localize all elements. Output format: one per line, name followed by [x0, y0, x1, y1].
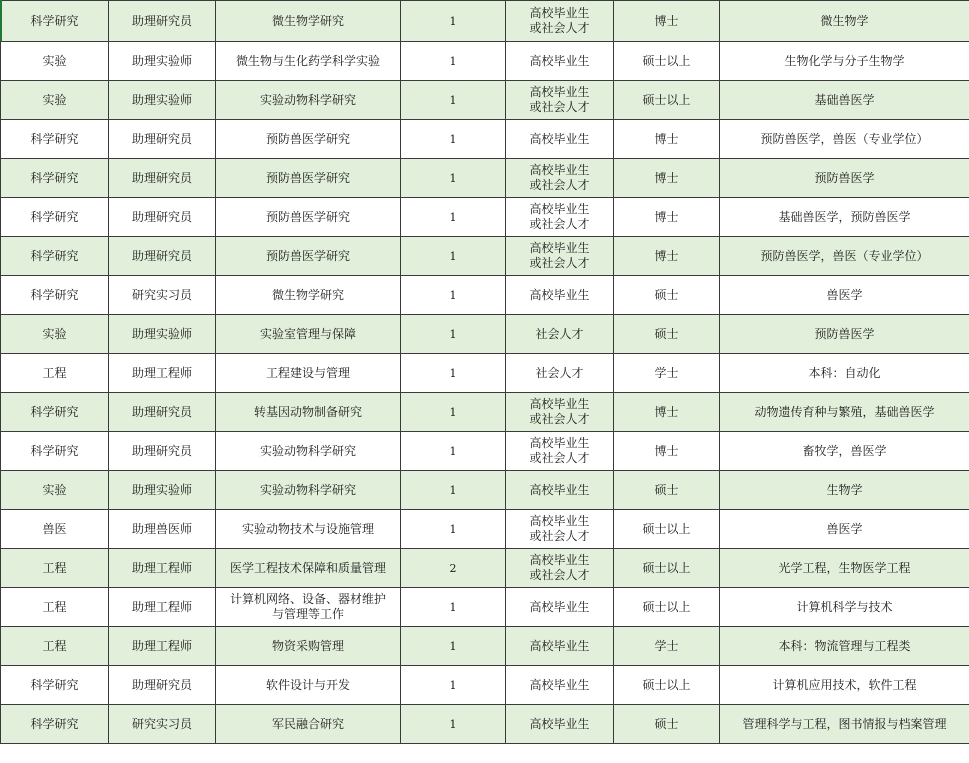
table-body [1, 1, 969, 744]
cell-major[interactable]: 畜牧学，兽医学 [720, 432, 969, 471]
cell-post-lines [266, 210, 350, 225]
cell-source[interactable] [506, 393, 614, 432]
cell-major[interactable]: 基础兽医学 [720, 81, 969, 120]
table-row [1, 120, 969, 159]
table-row [1, 705, 969, 744]
cell-source-lines [529, 483, 589, 498]
cell-title[interactable]: 助理工程师 [109, 588, 216, 627]
cell-post-line: 计算机网络、设备、器材维护 [229, 592, 386, 606]
cell-category[interactable]: 科学研究 [1, 276, 109, 315]
cell-source-line: 高校毕业生 [529, 677, 590, 692]
cell-source-line: 或社会人才 [529, 217, 590, 231]
cell-source-lines [529, 553, 589, 583]
cell-count[interactable]: 1 [401, 666, 506, 705]
cell-source[interactable] [506, 432, 614, 471]
cell-post-lines [266, 171, 350, 186]
cell-title[interactable]: 助理研究员 [109, 666, 216, 705]
cell-post-line: 实验动物科学研究 [259, 443, 356, 458]
cell-category[interactable]: 科学研究 [1, 237, 109, 276]
cell-title[interactable]: 助理研究员 [109, 120, 216, 159]
cell-category[interactable]: 工程 [1, 588, 109, 627]
table-row [1, 1, 969, 42]
cell-source-line: 或社会人才 [529, 568, 590, 582]
cell-post[interactable] [216, 705, 401, 744]
cell-major[interactable]: 动物遗传育种与繁殖，基础兽医学 [720, 393, 969, 432]
cell-post-lines [266, 366, 350, 381]
cell-source-line: 高校毕业生 [529, 716, 590, 731]
cell-degree[interactable]: 博士 [614, 198, 720, 237]
cell-post-line: 实验室管理与保障 [259, 326, 356, 341]
cell-degree[interactable]: 硕士以上 [614, 549, 720, 588]
cell-major[interactable]: 计算机应用技术，软件工程 [720, 666, 969, 705]
cell-source[interactable] [506, 276, 614, 315]
cell-category[interactable]: 实验 [1, 471, 109, 510]
cell-degree[interactable]: 博士 [614, 1, 720, 42]
cell-count[interactable]: 1 [401, 354, 506, 393]
cell-count[interactable]: 1 [401, 42, 506, 81]
cell-source-lines [529, 514, 589, 544]
cell-source[interactable] [506, 315, 614, 354]
cell-source-line: 高校毕业生 [529, 514, 590, 528]
cell-post[interactable] [216, 627, 401, 666]
cell-post[interactable] [216, 666, 401, 705]
cell-source[interactable] [506, 1, 614, 42]
cell-count[interactable]: 1 [401, 315, 506, 354]
cell-count[interactable]: 1 [401, 159, 506, 198]
selected-cell-marker [0, 0, 2, 41]
cell-count[interactable]: 1 [401, 81, 506, 120]
cell-post-lines [260, 327, 356, 342]
cell-count[interactable]: 1 [401, 705, 506, 744]
cell-source-lines [529, 678, 589, 693]
cell-post-line: 预防兽医学研究 [265, 209, 350, 224]
table-row [1, 393, 969, 432]
cell-source-lines [529, 717, 589, 732]
cell-source-line: 或社会人才 [529, 451, 590, 465]
cell-source[interactable] [506, 120, 614, 159]
table-row [1, 549, 969, 588]
cell-title[interactable]: 助理实验师 [109, 42, 216, 81]
cell-source-lines [529, 397, 589, 427]
cell-degree[interactable]: 硕士 [614, 276, 720, 315]
cell-source-lines [529, 6, 589, 36]
table-row [1, 471, 969, 510]
cell-major[interactable]: 本科：自动化 [720, 354, 969, 393]
cell-category[interactable]: 科学研究 [1, 120, 109, 159]
cell-source-line: 社会人才 [535, 365, 584, 380]
cell-source-line: 或社会人才 [529, 529, 590, 543]
cell-degree[interactable]: 学士 [614, 354, 720, 393]
cell-post-line: 微生物与生化药学科学实验 [235, 53, 380, 68]
cell-source[interactable] [506, 198, 614, 237]
cell-source-line: 高校毕业生 [529, 553, 590, 567]
cell-major[interactable]: 微生物学 [720, 1, 969, 42]
table-row [1, 588, 969, 627]
cell-post-line: 预防兽医学研究 [265, 131, 350, 146]
cell-title[interactable]: 助理研究员 [109, 159, 216, 198]
table-row [1, 432, 969, 471]
cell-category[interactable]: 科学研究 [1, 1, 109, 42]
cell-source-line: 高校毕业生 [529, 287, 590, 302]
cell-title[interactable]: 助理研究员 [109, 432, 216, 471]
cell-degree[interactable]: 博士 [614, 237, 720, 276]
cell-post[interactable] [216, 432, 401, 471]
cell-degree[interactable]: 硕士以上 [614, 81, 720, 120]
cell-title[interactable]: 助理工程师 [109, 549, 216, 588]
cell-category[interactable]: 工程 [1, 627, 109, 666]
table-row [1, 237, 969, 276]
cell-count[interactable]: 1 [401, 276, 506, 315]
cell-post-lines [260, 444, 356, 459]
cell-degree[interactable]: 博士 [614, 393, 720, 432]
cell-category[interactable]: 科学研究 [1, 198, 109, 237]
cell-major[interactable]: 兽医学 [720, 276, 969, 315]
cell-source[interactable] [506, 510, 614, 549]
cell-category[interactable]: 科学研究 [1, 393, 109, 432]
cell-post-line: 实验动物科学研究 [259, 482, 356, 497]
cell-post[interactable] [216, 471, 401, 510]
cell-post-line: 微生物学研究 [271, 13, 344, 28]
cell-post-line: 软件设计与开发 [265, 677, 350, 692]
cell-source-lines [529, 639, 589, 654]
cell-post[interactable] [216, 42, 401, 81]
cell-post-line: 微生物学研究 [271, 287, 344, 302]
cell-post[interactable] [216, 588, 401, 627]
cell-major[interactable]: 生物学 [720, 471, 969, 510]
cell-count[interactable]: 1 [401, 588, 506, 627]
cell-major[interactable]: 预防兽医学，兽医（专业学位） [720, 237, 969, 276]
cell-post[interactable] [216, 354, 401, 393]
cell-count[interactable]: 2 [401, 549, 506, 588]
cell-source-lines [529, 132, 589, 147]
cell-source[interactable] [506, 588, 614, 627]
cell-source-line: 或社会人才 [529, 21, 590, 35]
cell-count[interactable]: 1 [401, 1, 506, 42]
cell-degree[interactable]: 硕士以上 [614, 666, 720, 705]
cell-post[interactable] [216, 81, 401, 120]
cell-count[interactable]: 1 [401, 120, 506, 159]
cell-category[interactable]: 实验 [1, 81, 109, 120]
cell-category[interactable]: 科学研究 [1, 666, 109, 705]
cell-count[interactable]: 1 [401, 471, 506, 510]
cell-post[interactable] [216, 1, 401, 42]
cell-source-lines [529, 241, 589, 271]
cell-title[interactable]: 研究实习员 [109, 705, 216, 744]
cell-post-lines [260, 93, 356, 108]
cell-source-line: 或社会人才 [529, 412, 590, 426]
cell-source-line: 高校毕业生 [529, 436, 590, 450]
cell-source-lines [529, 202, 589, 232]
cell-title[interactable]: 助理研究员 [109, 1, 216, 42]
cell-post[interactable] [216, 237, 401, 276]
cell-source-lines [529, 436, 589, 466]
cell-post-lines [266, 132, 350, 147]
cell-source[interactable] [506, 627, 614, 666]
cell-source-line: 或社会人才 [529, 256, 590, 270]
cell-title[interactable]: 助理兽医师 [109, 510, 216, 549]
cell-source-line: 高校毕业生 [529, 202, 590, 216]
cell-source-line: 社会人才 [535, 326, 584, 341]
cell-source-lines [535, 366, 583, 381]
cell-degree[interactable]: 硕士 [614, 705, 720, 744]
cell-source-line: 高校毕业生 [529, 131, 590, 146]
cell-source-lines [529, 288, 589, 303]
cell-source-line: 高校毕业生 [529, 53, 590, 68]
cell-post-line: 实验动物技术与设施管理 [241, 521, 374, 536]
cell-source[interactable] [506, 42, 614, 81]
cell-post-line: 预防兽医学研究 [265, 170, 350, 185]
cell-category[interactable]: 实验 [1, 42, 109, 81]
cell-post-line: 医学工程技术保障和质量管理 [229, 560, 386, 575]
cell-post-line: 与管理等工作 [271, 607, 344, 621]
cell-source-lines [529, 163, 589, 193]
table-row [1, 354, 969, 393]
cell-post-lines [260, 483, 356, 498]
table-row [1, 666, 969, 705]
cell-major[interactable]: 管理科学与工程，图书情报与档案管理 [720, 705, 969, 744]
cell-degree[interactable]: 硕士 [614, 315, 720, 354]
cell-category[interactable]: 工程 [1, 354, 109, 393]
cell-count[interactable]: 1 [401, 393, 506, 432]
cell-source-line: 高校毕业生 [529, 397, 590, 411]
cell-title[interactable]: 研究实习员 [109, 276, 216, 315]
cell-count[interactable]: 1 [401, 237, 506, 276]
cell-post-lines [266, 678, 350, 693]
table-row [1, 81, 969, 120]
cell-count[interactable]: 1 [401, 432, 506, 471]
cell-post-lines [272, 639, 344, 654]
cell-source[interactable] [506, 666, 614, 705]
cell-post-lines [272, 717, 344, 732]
cell-source-line: 或社会人才 [529, 100, 590, 114]
cell-post-lines [242, 522, 374, 537]
cell-post-line: 工程建设与管理 [265, 365, 350, 380]
cell-source[interactable] [506, 237, 614, 276]
cell-source-line: 高校毕业生 [529, 163, 590, 177]
cell-degree[interactable]: 硕士以上 [614, 42, 720, 81]
cell-post-lines [236, 54, 380, 69]
cell-degree[interactable]: 硕士以上 [614, 588, 720, 627]
cell-major[interactable]: 基础兽医学，预防兽医学 [720, 198, 969, 237]
cell-source[interactable] [506, 354, 614, 393]
cell-post-line: 军民融合研究 [271, 716, 344, 731]
cell-post[interactable] [216, 510, 401, 549]
cell-count[interactable]: 1 [401, 198, 506, 237]
cell-source-line: 高校毕业生 [529, 6, 590, 20]
cell-source[interactable] [506, 81, 614, 120]
cell-title[interactable]: 助理研究员 [109, 393, 216, 432]
cell-source-lines [529, 600, 589, 615]
cell-count[interactable]: 1 [401, 627, 506, 666]
cell-degree[interactable]: 博士 [614, 159, 720, 198]
cell-post-lines [254, 405, 362, 420]
cell-degree[interactable]: 学士 [614, 627, 720, 666]
cell-degree[interactable]: 硕士 [614, 471, 720, 510]
cell-source-lines [529, 54, 589, 69]
cell-title[interactable]: 助理实验师 [109, 81, 216, 120]
cell-post[interactable] [216, 276, 401, 315]
table-row [1, 510, 969, 549]
cell-category[interactable]: 科学研究 [1, 432, 109, 471]
table-row [1, 159, 969, 198]
cell-title[interactable]: 助理工程师 [109, 354, 216, 393]
cell-major[interactable]: 计算机科学与技术 [720, 588, 969, 627]
cell-count[interactable]: 1 [401, 510, 506, 549]
cell-source[interactable] [506, 471, 614, 510]
cell-title[interactable]: 助理研究员 [109, 198, 216, 237]
cell-source-line: 或社会人才 [529, 178, 590, 192]
cell-post[interactable] [216, 315, 401, 354]
cell-post[interactable] [216, 549, 401, 588]
cell-major[interactable]: 预防兽医学 [720, 159, 969, 198]
cell-post-lines [230, 592, 386, 622]
cell-post-line: 实验动物科学研究 [259, 92, 356, 107]
cell-major[interactable]: 本科：物流管理与工程类 [720, 627, 969, 666]
cell-source-line: 高校毕业生 [529, 482, 590, 497]
cell-source-line: 高校毕业生 [529, 638, 590, 653]
cell-source[interactable] [506, 159, 614, 198]
cell-source-lines [529, 85, 589, 115]
cell-degree[interactable]: 硕士以上 [614, 510, 720, 549]
cell-category[interactable]: 科学研究 [1, 159, 109, 198]
table-row [1, 315, 969, 354]
cell-post[interactable] [216, 120, 401, 159]
cell-major[interactable]: 兽医学 [720, 510, 969, 549]
table-row [1, 198, 969, 237]
cell-title[interactable]: 助理工程师 [109, 627, 216, 666]
table-row [1, 276, 969, 315]
cell-post[interactable] [216, 198, 401, 237]
cell-post-lines [266, 249, 350, 264]
cell-degree[interactable]: 博士 [614, 120, 720, 159]
cell-post[interactable] [216, 393, 401, 432]
cell-post-lines [272, 14, 344, 29]
cell-major[interactable]: 光学工程，生物医学工程 [720, 549, 969, 588]
cell-category[interactable]: 工程 [1, 549, 109, 588]
table-row [1, 42, 969, 81]
cell-major[interactable]: 生物化学与分子生物学 [720, 42, 969, 81]
cell-post-lines [272, 288, 344, 303]
cell-post[interactable] [216, 159, 401, 198]
cell-title[interactable]: 助理研究员 [109, 237, 216, 276]
cell-category[interactable]: 兽医 [1, 510, 109, 549]
cell-category[interactable]: 科学研究 [1, 705, 109, 744]
cell-post-lines [230, 561, 386, 576]
cell-post-line: 物资采购管理 [271, 638, 344, 653]
cell-category[interactable]: 实验 [1, 315, 109, 354]
cell-source-lines [535, 327, 583, 342]
cell-source[interactable] [506, 705, 614, 744]
cell-major[interactable]: 预防兽医学，兽医（专业学位） [720, 120, 969, 159]
cell-degree[interactable]: 博士 [614, 432, 720, 471]
cell-title[interactable]: 助理实验师 [109, 471, 216, 510]
cell-source-line: 高校毕业生 [529, 85, 590, 99]
cell-title[interactable]: 助理实验师 [109, 315, 216, 354]
cell-major[interactable]: 预防兽医学 [720, 315, 969, 354]
cell-source[interactable] [506, 549, 614, 588]
cell-post-line: 预防兽医学研究 [265, 248, 350, 263]
table-row [1, 627, 969, 666]
cell-post-line: 转基因动物制备研究 [253, 404, 362, 419]
cell-source-line: 高校毕业生 [529, 599, 590, 614]
cell-source-line: 高校毕业生 [529, 241, 590, 255]
